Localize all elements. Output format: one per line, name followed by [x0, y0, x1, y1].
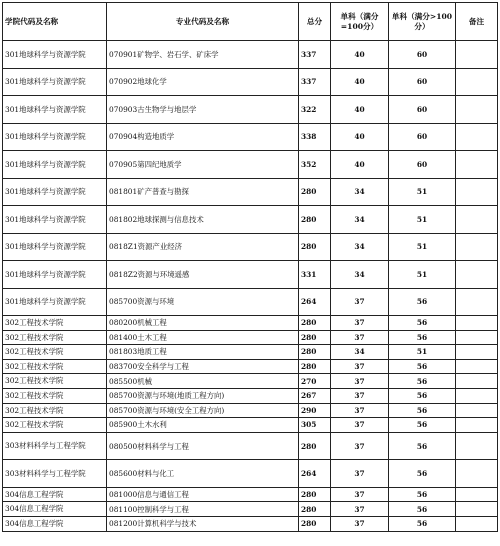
cell-total-score: 280	[299, 487, 331, 502]
cell-college: 301地球科学与资源学院	[3, 151, 107, 179]
cell-note	[456, 487, 498, 502]
cell-single-high: 56	[389, 418, 456, 433]
table-row	[3, 388, 498, 403]
cell-note	[456, 516, 498, 531]
cell-single-low: 34	[331, 233, 389, 261]
cell-single-high: 51	[389, 233, 456, 261]
cell-single-low: 40	[331, 96, 389, 124]
cell-single-low: 40	[331, 68, 389, 96]
cell-college: 304信息工程学院	[3, 516, 107, 531]
cell-note	[456, 432, 498, 460]
cell-college: 304信息工程学院	[3, 487, 107, 502]
cell-college: 301地球科学与资源学院	[3, 68, 107, 96]
table-row	[3, 432, 498, 460]
cell-note	[456, 316, 498, 331]
cell-note	[456, 178, 498, 206]
table-row	[3, 123, 498, 151]
cell-single-low: 37	[331, 502, 389, 517]
cell-single-high: 60	[389, 96, 456, 124]
table-row	[3, 206, 498, 234]
cell-single-high: 56	[389, 330, 456, 345]
cell-single-low: 37	[331, 487, 389, 502]
cell-note	[456, 418, 498, 433]
cell-single-high: 56	[389, 516, 456, 531]
cell-college: 302工程技术学院	[3, 418, 107, 433]
cell-total-score: 270	[299, 374, 331, 389]
cell-major: 085700资源与环境	[107, 288, 299, 316]
cell-single-low: 37	[331, 460, 389, 488]
cell-college: 303材料科学与工程学院	[3, 432, 107, 460]
cell-single-high: 51	[389, 178, 456, 206]
cell-single-high: 56	[389, 388, 456, 403]
cell-major: 085500机械	[107, 374, 299, 389]
cell-note	[456, 502, 498, 517]
cell-single-high: 56	[389, 487, 456, 502]
table-row	[3, 316, 498, 331]
cell-note	[456, 68, 498, 96]
cell-total-score: 290	[299, 403, 331, 418]
header-single-low: 单科（满分=100分）	[331, 3, 389, 41]
cell-note	[456, 460, 498, 488]
cell-major: 081200计算机科学与技术	[107, 516, 299, 531]
cell-single-high: 56	[389, 359, 456, 374]
table-row	[3, 330, 498, 345]
cell-major: 080200机械工程	[107, 316, 299, 331]
cell-college: 302工程技术学院	[3, 330, 107, 345]
table-row	[3, 151, 498, 179]
table-row	[3, 68, 498, 96]
cell-major: 081400土木工程	[107, 330, 299, 345]
cell-major: 085600材料与化工	[107, 460, 299, 488]
cell-single-low: 34	[331, 178, 389, 206]
cell-college: 301地球科学与资源学院	[3, 206, 107, 234]
table-row	[3, 233, 498, 261]
cell-major: 085900土木水利	[107, 418, 299, 433]
cell-major: 070903古生物学与地层学	[107, 96, 299, 124]
table-row	[3, 41, 498, 69]
table-row	[3, 261, 498, 289]
cell-total-score: 337	[299, 41, 331, 69]
cell-single-high: 56	[389, 502, 456, 517]
cell-college: 301地球科学与资源学院	[3, 288, 107, 316]
cell-single-low: 34	[331, 206, 389, 234]
cell-note	[456, 288, 498, 316]
cell-single-high: 56	[389, 403, 456, 418]
cell-single-high: 60	[389, 151, 456, 179]
cell-note	[456, 374, 498, 389]
cell-total-score: 280	[299, 233, 331, 261]
table-row	[3, 487, 498, 502]
cell-major: 081100控制科学与工程	[107, 502, 299, 517]
cell-note	[456, 359, 498, 374]
table-row	[3, 178, 498, 206]
cell-major: 085700资源与环境(安全工程方向)	[107, 403, 299, 418]
cell-single-low: 37	[331, 418, 389, 433]
cell-total-score: 264	[299, 288, 331, 316]
cell-note	[456, 151, 498, 179]
cell-total-score: 280	[299, 330, 331, 345]
cell-college: 301地球科学与资源学院	[3, 41, 107, 69]
cell-single-low: 37	[331, 432, 389, 460]
cell-note	[456, 345, 498, 360]
table-row	[3, 418, 498, 433]
cell-single-low: 34	[331, 345, 389, 360]
cell-total-score: 280	[299, 178, 331, 206]
header-single-high: 单科（满分>100分）	[389, 3, 456, 41]
cell-single-low: 40	[331, 123, 389, 151]
cell-total-score: 280	[299, 316, 331, 331]
cell-college: 302工程技术学院	[3, 388, 107, 403]
cell-total-score: 280	[299, 345, 331, 360]
cell-note	[456, 330, 498, 345]
cell-major: 081801矿产普查与勘探	[107, 178, 299, 206]
cell-note	[456, 403, 498, 418]
header-note: 备注	[456, 3, 498, 41]
cell-total-score: 331	[299, 261, 331, 289]
cell-single-high: 60	[389, 123, 456, 151]
cell-single-high: 56	[389, 432, 456, 460]
cell-total-score: 267	[299, 388, 331, 403]
cell-single-high: 56	[389, 374, 456, 389]
cell-major: 0818Z2资源与环境遥感	[107, 261, 299, 289]
cell-college: 301地球科学与资源学院	[3, 96, 107, 124]
cell-total-score: 305	[299, 418, 331, 433]
cell-single-low: 37	[331, 316, 389, 331]
admission-score-table	[2, 2, 498, 532]
cell-note	[456, 233, 498, 261]
cell-total-score: 280	[299, 206, 331, 234]
table-row	[3, 96, 498, 124]
table-row	[3, 359, 498, 374]
cell-single-low: 37	[331, 403, 389, 418]
cell-single-low: 37	[331, 374, 389, 389]
table-row	[3, 460, 498, 488]
table-row	[3, 374, 498, 389]
cell-major: 083700安全科学与工程	[107, 359, 299, 374]
cell-single-low: 40	[331, 41, 389, 69]
cell-single-high: 56	[389, 288, 456, 316]
cell-single-low: 37	[331, 288, 389, 316]
cell-single-high: 60	[389, 68, 456, 96]
cell-college: 302工程技术学院	[3, 403, 107, 418]
cell-single-high: 51	[389, 206, 456, 234]
cell-college: 302工程技术学院	[3, 374, 107, 389]
cell-total-score: 337	[299, 68, 331, 96]
cell-total-score: 280	[299, 432, 331, 460]
cell-note	[456, 96, 498, 124]
cell-college: 301地球科学与资源学院	[3, 123, 107, 151]
cell-major: 085700资源与环境(地质工程方向)	[107, 388, 299, 403]
cell-major: 081803地质工程	[107, 345, 299, 360]
cell-single-high: 60	[389, 41, 456, 69]
cell-note	[456, 388, 498, 403]
table-row	[3, 345, 498, 360]
cell-total-score: 280	[299, 502, 331, 517]
cell-college: 302工程技术学院	[3, 359, 107, 374]
cell-major: 081802地球探测与信息技术	[107, 206, 299, 234]
cell-single-low: 37	[331, 359, 389, 374]
cell-major: 070901矿物学、岩石学、矿床学	[107, 41, 299, 69]
cell-college: 302工程技术学院	[3, 345, 107, 360]
cell-single-low: 37	[331, 330, 389, 345]
table-row	[3, 516, 498, 531]
cell-single-high: 56	[389, 316, 456, 331]
cell-note	[456, 261, 498, 289]
cell-total-score: 280	[299, 516, 331, 531]
cell-college: 301地球科学与资源学院	[3, 233, 107, 261]
cell-major: 070905第四纪地质学	[107, 151, 299, 179]
table-row	[3, 288, 498, 316]
header-college: 学院代码及名称	[3, 3, 107, 41]
table-row	[3, 403, 498, 418]
cell-college: 303材料科学与工程学院	[3, 460, 107, 488]
cell-single-high: 56	[389, 460, 456, 488]
cell-college: 301地球科学与资源学院	[3, 178, 107, 206]
cell-college: 302工程技术学院	[3, 316, 107, 331]
cell-single-high: 51	[389, 261, 456, 289]
cell-total-score: 352	[299, 151, 331, 179]
cell-major: 080500材料科学与工程	[107, 432, 299, 460]
cell-major: 0818Z1资源产业经济	[107, 233, 299, 261]
cell-college: 304信息工程学院	[3, 502, 107, 517]
cell-total-score: 322	[299, 96, 331, 124]
cell-college: 301地球科学与资源学院	[3, 261, 107, 289]
cell-note	[456, 123, 498, 151]
cell-total-score: 264	[299, 460, 331, 488]
cell-major: 081000信息与通信工程	[107, 487, 299, 502]
table-header-row	[3, 3, 498, 41]
cell-total-score: 280	[299, 359, 331, 374]
cell-total-score: 338	[299, 123, 331, 151]
cell-single-low: 34	[331, 261, 389, 289]
cell-single-low: 37	[331, 516, 389, 531]
cell-major: 070904构造地质学	[107, 123, 299, 151]
cell-single-low: 40	[331, 151, 389, 179]
table-body	[3, 41, 498, 532]
cell-major: 070902地球化学	[107, 68, 299, 96]
table-row	[3, 502, 498, 517]
header-major: 专业代码及名称	[107, 3, 299, 41]
cell-single-low: 37	[331, 388, 389, 403]
cell-note	[456, 206, 498, 234]
cell-note	[456, 41, 498, 69]
cell-single-high: 51	[389, 345, 456, 360]
header-total: 总分	[299, 3, 331, 41]
